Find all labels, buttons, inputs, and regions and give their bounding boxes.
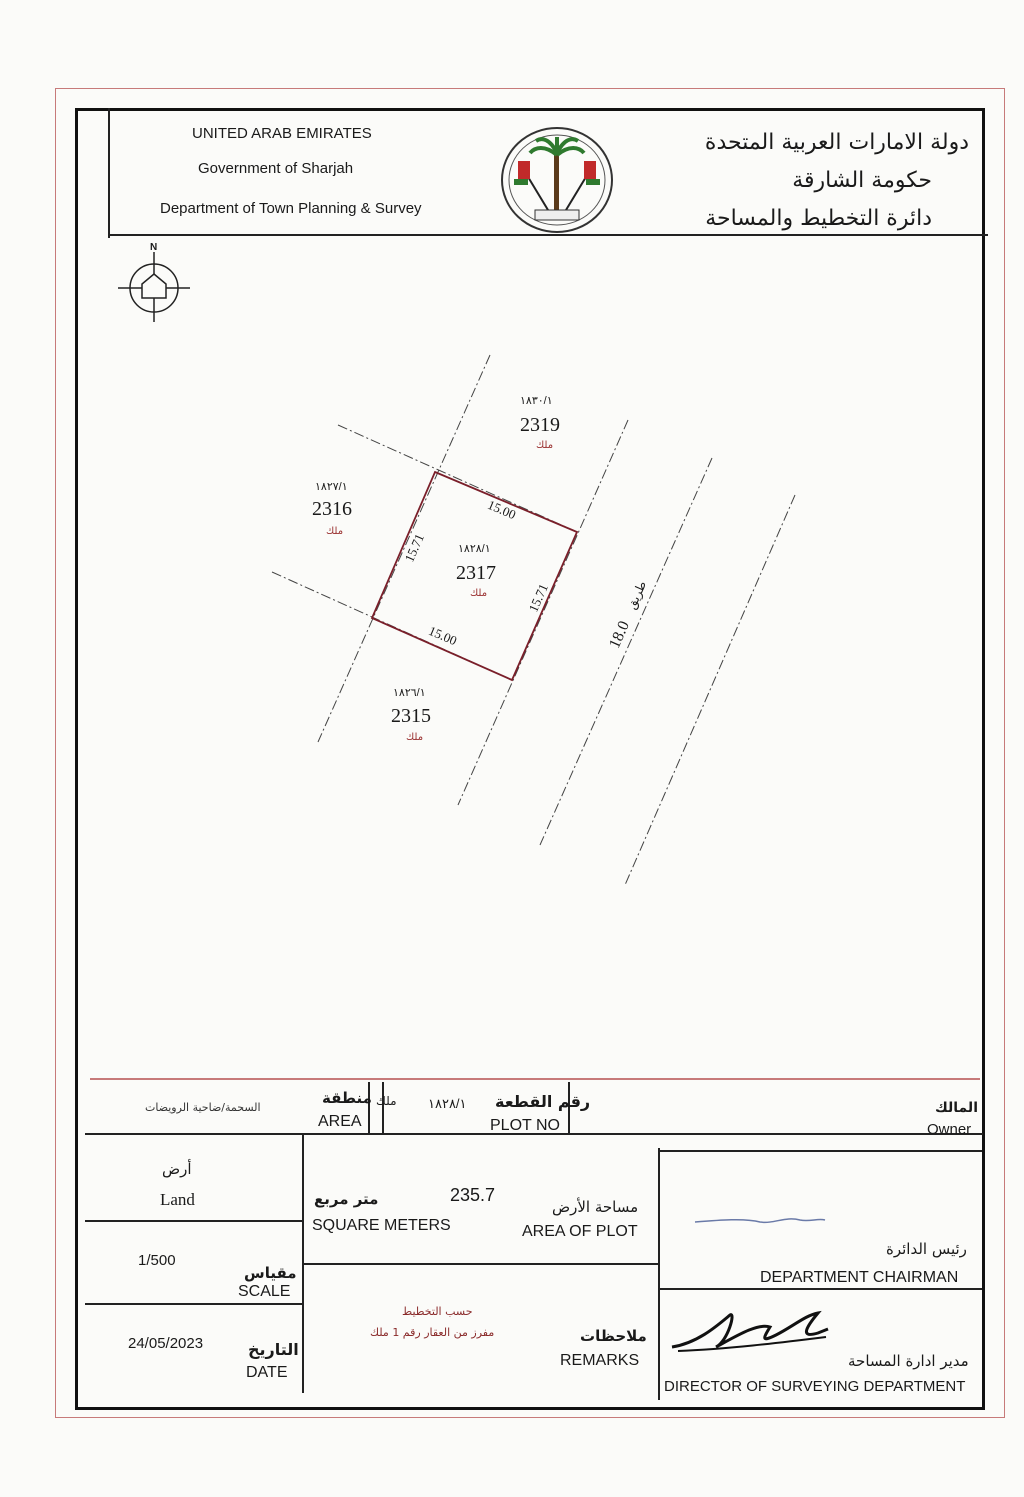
remarks-text-1: حسب التخطيط bbox=[402, 1305, 473, 1318]
owner-label-ar: المالك bbox=[935, 1100, 978, 1116]
table-top-red-rule bbox=[90, 1078, 980, 1080]
header-en-government: Government of Sharjah bbox=[198, 160, 354, 177]
dimension-left: 15.71 bbox=[401, 531, 427, 565]
header-ar-department: دائرة التخطيط والمساحة bbox=[705, 206, 932, 231]
plot-2317-number: 2317 bbox=[456, 562, 496, 584]
road-label: طريق bbox=[624, 578, 650, 612]
header-ar-government: حكومة الشارقة bbox=[792, 168, 932, 193]
plot-2316-type: ملك bbox=[326, 526, 344, 537]
sqm-label-en: SQUARE METERS bbox=[312, 1217, 451, 1234]
plot-no-value: ١٨٢٨/١ bbox=[428, 1096, 467, 1111]
area-of-plot-value: 235.7 bbox=[450, 1185, 496, 1205]
owner-label-en: Owner bbox=[927, 1121, 972, 1138]
area-of-plot-label-ar: مساحة الأرض bbox=[552, 1198, 639, 1216]
plot-2315-number: 2315 bbox=[391, 705, 431, 727]
table-chairman-rule bbox=[660, 1288, 982, 1290]
chairman-label-en: DEPARTMENT CHAIRMAN bbox=[760, 1269, 959, 1286]
table-scale-rule bbox=[85, 1303, 303, 1305]
north-label: N bbox=[150, 242, 158, 253]
area-label-ar: منطقة bbox=[322, 1089, 372, 1107]
plot-2319-type: ملك bbox=[536, 440, 554, 451]
plot-2315-ar-number: ١٨٢٦/١ bbox=[393, 687, 426, 699]
table-area-divider-2 bbox=[382, 1082, 384, 1134]
director-label-ar: مدير ادارة المساحة bbox=[848, 1352, 969, 1370]
area-value: السحمة/ضاحية الرويضات bbox=[145, 1101, 261, 1114]
plot-2317-type: ملك bbox=[470, 588, 488, 599]
table-land-rule bbox=[85, 1220, 303, 1222]
road-width: 18.0 bbox=[606, 618, 634, 652]
land-type-ar: أرض bbox=[162, 1160, 192, 1178]
plot-no-label-en: PLOT NO bbox=[490, 1117, 560, 1134]
plot-type: ملك bbox=[376, 1094, 397, 1108]
plot-2316-number: 2316 bbox=[312, 498, 352, 520]
table-owner-rule bbox=[660, 1150, 982, 1152]
header-en-country: UNITED ARAB EMIRATES bbox=[192, 125, 372, 142]
date-label-en: DATE bbox=[246, 1364, 288, 1381]
date-label-ar: التاريخ bbox=[248, 1340, 299, 1359]
scale-label-en: SCALE bbox=[238, 1283, 291, 1300]
director-label-en: DIRECTOR OF SURVEYING DEPARTMENT bbox=[664, 1378, 966, 1395]
remarks-text-2: مفرز من العقار رقم 1 ملك bbox=[370, 1326, 495, 1339]
dimension-right: 15.71 bbox=[525, 581, 551, 615]
dimension-top: 15.00 bbox=[485, 496, 519, 523]
remarks-label-ar: ملاحظات bbox=[580, 1327, 647, 1345]
land-type-en: Land bbox=[160, 1190, 195, 1209]
scale-label-ar: مقياس bbox=[244, 1264, 297, 1282]
plot-no-label-ar: رقم القطعة bbox=[495, 1092, 591, 1111]
plot-2317-ar-number: ١٨٢٨/١ bbox=[458, 543, 491, 555]
plot-2315-type: ملك bbox=[406, 732, 424, 743]
table-right-col-divider bbox=[658, 1148, 660, 1400]
area-of-plot-label-en: AREA OF PLOT bbox=[522, 1223, 638, 1240]
chairman-signature-icon bbox=[690, 1210, 830, 1235]
table-area-of-plot-rule bbox=[302, 1263, 658, 1265]
area-label-en: AREA bbox=[318, 1113, 362, 1130]
chairman-label-ar: رئيس الدائرة bbox=[886, 1240, 967, 1258]
scale-value: 1/500 bbox=[138, 1252, 176, 1269]
remarks-label-en: REMARKS bbox=[560, 1352, 640, 1369]
plot-2316-ar-number: ١٨٢٧/١ bbox=[315, 481, 348, 493]
header-ar-country: دولة الامارات العربية المتحدة bbox=[704, 130, 969, 155]
header-en-department: Department of Town Planning & Survey bbox=[160, 200, 422, 217]
sqm-label-ar: متر مربع bbox=[314, 1190, 379, 1208]
dimension-bottom: 15.00 bbox=[426, 622, 460, 649]
plot-2319-number: 2319 bbox=[520, 414, 560, 436]
director-signature-icon bbox=[668, 1305, 838, 1365]
plot-2319-ar-number: ١٨٣٠/١ bbox=[520, 395, 553, 407]
date-value: 24/05/2023 bbox=[128, 1335, 204, 1352]
